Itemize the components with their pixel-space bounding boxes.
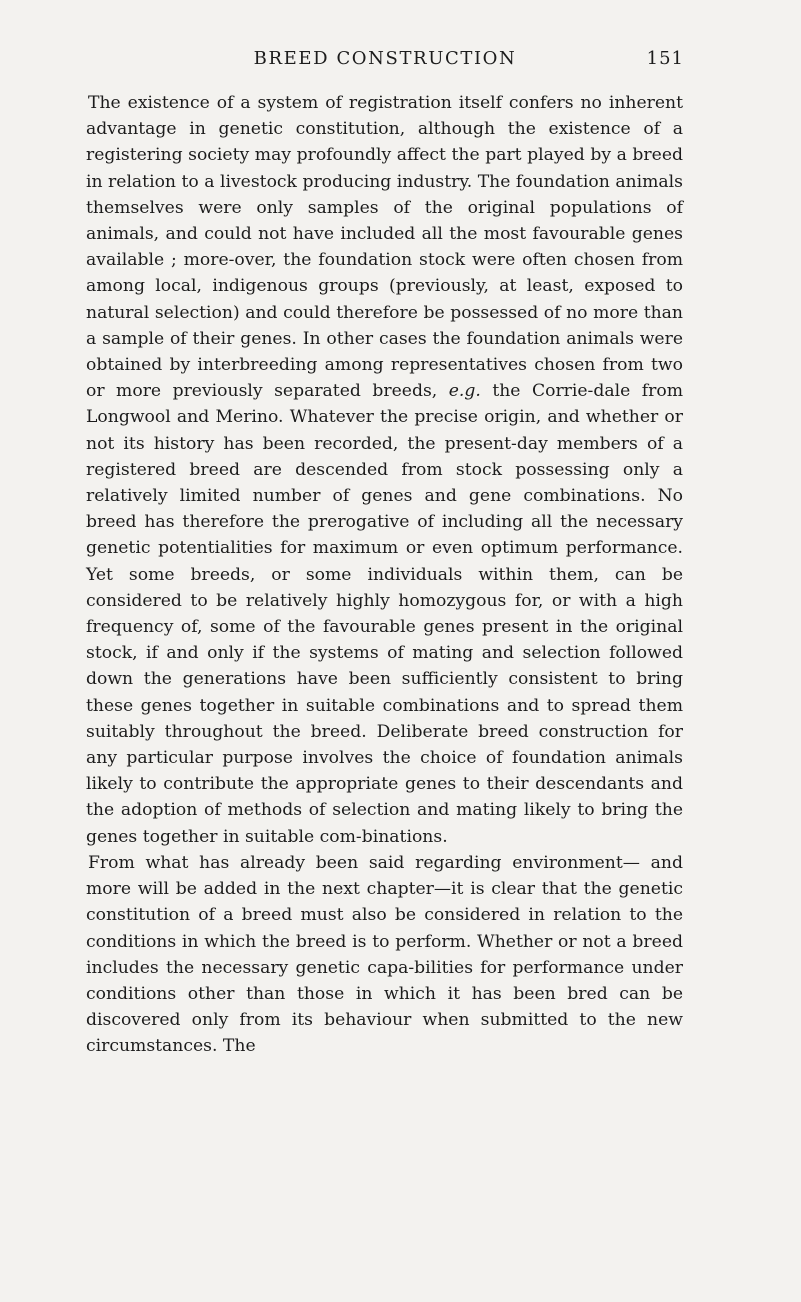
body-text bbox=[86, 90, 683, 1060]
paragraph-2: From what has already been said regarding environment— and more will be added in the next chapter—it is clear that the genetic constitution of a breed must also be considered in relation to the conditions in which the breed is to perform. Whether or not a breed includes the necessary genetic capa-bilities for performance under conditions other than those in which it has been bred can be discovered only from its behaviour when submitted to the new circumstances. The bbox=[86, 852, 683, 1057]
chapter-title: BREED CONSTRUCTION bbox=[253, 48, 517, 69]
paragraph-1-text-start: The existence of a system of registration itself confers no inherent advantage in genetic constitution, although the existence of a registering society may profoundly affect the part played by a breed in relation to a livestock producing industry. The foundation animals themselves were only samples of the original populations of animals, and could not have included all the most favourable genes available ; more-over, the foundation stock were often chosen from among local, indigenous groups (previously, at least, exposed to natural selection) and could therefore be possessed of no more than a sample of their genes. In other cases the foundation animals were obtained by interbreeding among representatives chosen from two or more previously separated breeds, bbox=[86, 93, 683, 402]
running-header bbox=[88, 42, 682, 76]
page-number: 151 bbox=[646, 48, 684, 69]
paragraph-1 bbox=[86, 90, 683, 850]
example-abbreviation: e.g. bbox=[448, 381, 481, 402]
paragraph-1-text-end: the Corrie-dale from Longwool and Merino. Whatever the precise origin, and whether or not its history has been recorded, the present-day members of a registered breed are descended from stock possessing only a relatively limited number of genes and gene combinations. No breed has therefore the prerogative of including all the necessary genetic potentialities for maximum or even optimum performance. Yet some breeds, or some individuals within them, can be considered to be relatively highly homozygous for, or with a high frequency of, some of the favourable genes present in the original stock, if and only if the systems of mating and selection followed down the generations have been sufficiently consistent to bring these genes together in suitable combinations and to spread them suitably throughout the breed. Deliberate breed construction for any particular purpose involves the choice of foundation animals likely to contribute the appropriate genes to their descendants and the adoption of methods of selection and mating likely to bring the genes together in suitable com-binations. bbox=[86, 381, 683, 847]
